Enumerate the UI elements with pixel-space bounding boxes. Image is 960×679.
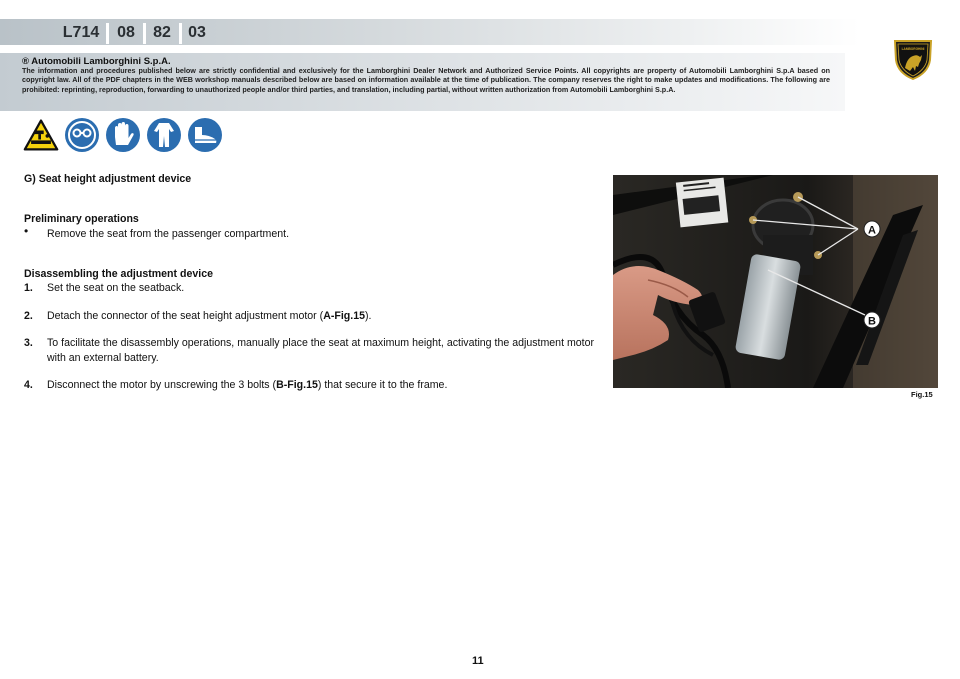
step-text: Set the seat on the seatback. xyxy=(47,282,185,294)
figure-reference: A-Fig.15 xyxy=(323,310,365,322)
callout-b: B xyxy=(868,315,876,328)
overalls-icon xyxy=(146,117,182,153)
crush-hazard-warning-icon xyxy=(23,117,59,153)
bullet: • xyxy=(24,224,29,238)
logo-text: LAMBORGHINI xyxy=(901,47,925,51)
subgroup-code: 82 xyxy=(153,24,171,41)
group-code: 08 xyxy=(117,24,135,41)
safety-goggles-icon xyxy=(64,117,100,153)
separator xyxy=(179,23,182,44)
step-number: 4. xyxy=(24,379,33,391)
safety-icons xyxy=(23,117,223,153)
preliminary-heading: Preliminary operations xyxy=(24,213,139,225)
preliminary-item: Remove the seat from the passenger compartment. xyxy=(47,228,290,240)
page-number: 11 xyxy=(472,655,484,667)
callout-a: A xyxy=(868,224,876,237)
figure-caption: Fig.15 xyxy=(911,390,933,399)
disclaimer-title: ® Automobili Lamborghini S.p.A. xyxy=(22,56,171,67)
separator xyxy=(143,23,146,44)
lamborghini-logo xyxy=(893,38,933,80)
separator xyxy=(106,23,109,44)
section-title: G) Seat height adjustment device xyxy=(24,173,192,185)
step-number: 1. xyxy=(24,282,33,294)
step-number: 2. xyxy=(24,310,33,322)
figure-reference: B-Fig.15 xyxy=(276,379,318,391)
step-number: 3. xyxy=(24,337,33,349)
step-text: Disconnect the motor by unscrewing the 3 bolts (B-Fig.15) that secure it to the frame. xyxy=(47,379,448,391)
safety-shoes-icon xyxy=(187,117,223,153)
disassembly-heading: Disassembling the adjustment device xyxy=(24,268,213,280)
protective-gloves-icon xyxy=(105,117,141,153)
section-code: 03 xyxy=(188,24,206,41)
manual-code: L714 xyxy=(62,24,100,41)
figure-photo xyxy=(613,175,938,388)
disclaimer-text: The information and procedures published below are strictly confidential and exclusively for the Lamborghini Dealer Network and Authorized Service Points. All copyrights are property of Automobili Lamborghini S.p.A based on copyright law. All of the PDF chapters in the WEB workshop manuals described below are based on information available at the time of publication. The company reserves the right to make updates and modifications. The following are prohibited: reprinting, reproduction, forwarding to unauthorized people and/or third parties, and translation, including partial, without written authorization from Automobili Lamborghini S.p.A. xyxy=(22,66,830,94)
step-text: Detach the connector of the seat height adjustment motor (A-Fig.15). xyxy=(47,310,372,322)
step-text: To facilitate the disassembly operations, manually place the seat at maximum height, activating the adjustment motor with an external battery. xyxy=(47,337,595,364)
